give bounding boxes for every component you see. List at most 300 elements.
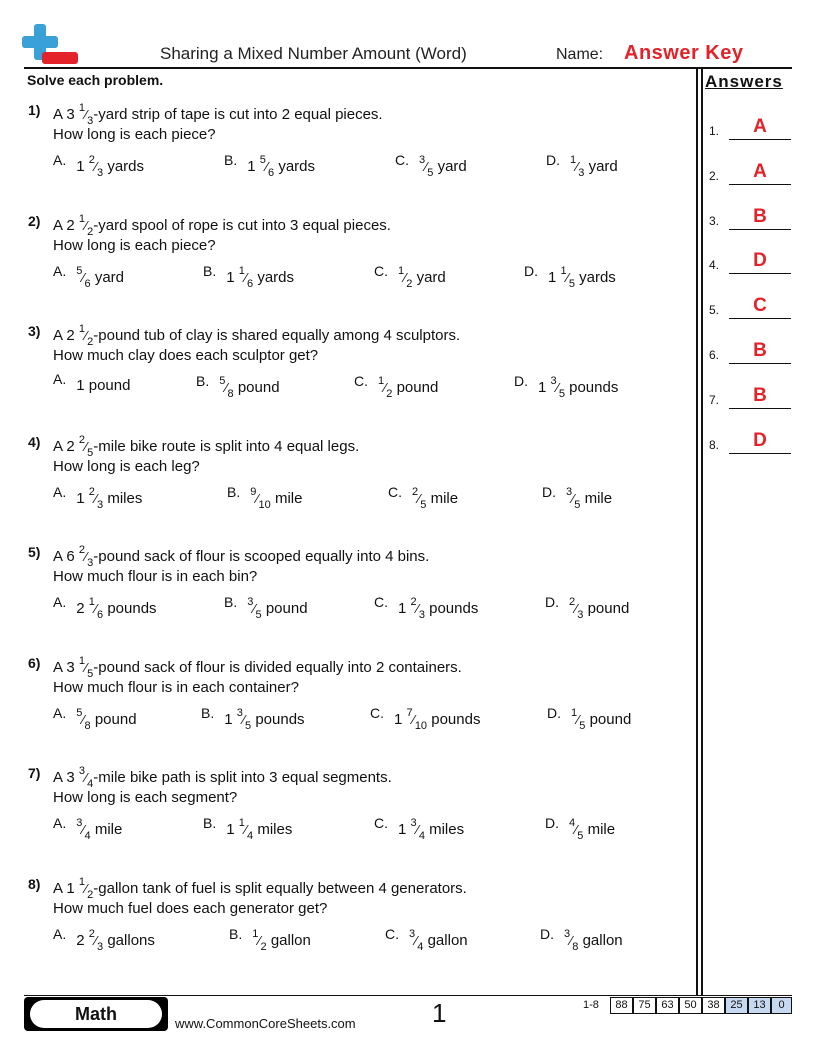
choice-unit: yard: [433, 158, 467, 175]
answer-row: [709, 381, 793, 409]
fraction-slash: ⁄: [576, 159, 579, 174]
answer-row: [709, 336, 793, 364]
fraction: [252, 927, 267, 953]
answer-choice[interactable]: [53, 594, 157, 621]
answer-line: [729, 408, 791, 409]
answer-number: 2.: [709, 168, 720, 183]
fraction-slash: ⁄: [416, 822, 419, 837]
choice-label: D.: [547, 704, 561, 721]
choice-label: D.: [540, 925, 554, 942]
fraction-slash: ⁄: [82, 269, 85, 285]
question-text: [53, 875, 467, 901]
choice-unit: gallon: [423, 931, 468, 949]
fraction-slash: ⁄: [566, 269, 569, 285]
question-prompt: How much fuel does each generator get?: [53, 899, 328, 917]
fraction-slash: ⁄: [84, 217, 88, 233]
answer-choice[interactable]: [229, 925, 311, 953]
choice-unit: pound: [585, 710, 632, 728]
answer-choice[interactable]: [546, 152, 618, 179]
choice-whole: 1: [398, 821, 411, 838]
fraction-slash: ⁄: [412, 711, 415, 727]
choice-label: D.: [546, 152, 560, 168]
fraction: [247, 596, 262, 621]
fraction-slash: ⁄: [84, 438, 88, 454]
denominator: 2: [260, 940, 267, 953]
choice-label: D.: [524, 262, 538, 279]
answer-choice[interactable]: [201, 704, 305, 732]
question-text: [53, 212, 391, 238]
numerator: 9: [250, 485, 257, 498]
answer-choice[interactable]: [53, 815, 123, 842]
problem-number: 5): [28, 544, 41, 560]
fraction-slash: ⁄: [84, 880, 88, 896]
fraction-slash: ⁄: [244, 822, 248, 837]
choice-label: D.: [545, 594, 559, 610]
denominator: 5: [255, 609, 262, 621]
answers-title: Answers: [705, 72, 783, 91]
numerator: 2: [88, 485, 95, 498]
answer-choice[interactable]: [203, 815, 293, 842]
denominator: 2: [87, 336, 94, 348]
fraction-slash: ⁄: [225, 380, 228, 395]
denominator: 5: [420, 498, 427, 511]
numerator: 1: [78, 875, 85, 888]
denominator: 10: [258, 498, 271, 511]
fraction: [78, 654, 94, 680]
fraction: [78, 765, 94, 790]
fraction: [398, 264, 413, 290]
fraction-slash: ⁄: [82, 822, 85, 837]
fraction: [569, 817, 584, 842]
plus-minus-logo-icon: [22, 22, 78, 70]
problem-number: 2): [28, 212, 41, 229]
question-text: [53, 104, 383, 126]
fraction-slash: ⁄: [94, 159, 98, 174]
answer-choice[interactable]: [53, 262, 125, 290]
choice-unit: yards: [574, 268, 616, 286]
answer-choice[interactable]: [227, 483, 303, 511]
denominator: 3: [578, 167, 585, 179]
choice-unit: yards: [103, 158, 145, 175]
question-text: [53, 767, 392, 789]
denominator: 5: [87, 667, 94, 680]
fraction: [419, 154, 434, 179]
fraction: [76, 817, 91, 842]
question-prefix: A 3: [53, 769, 79, 786]
answer-key-label: Answer Key: [624, 42, 744, 64]
fraction: [88, 485, 104, 511]
choice-whole: 2: [76, 931, 89, 949]
choice-unit: gallons: [103, 931, 155, 949]
numerator: 1: [378, 375, 385, 387]
choice-label: B.: [229, 925, 243, 942]
numerator: 5: [259, 154, 266, 166]
choice-unit: pound: [90, 710, 137, 728]
fraction: [78, 544, 94, 569]
answer-choice[interactable]: [524, 262, 616, 290]
problem-number: 3): [28, 323, 41, 339]
fraction-slash: ⁄: [575, 601, 578, 616]
problem-item: [24, 102, 684, 202]
answer-choice[interactable]: [545, 594, 630, 621]
choice-label: D.: [514, 373, 528, 389]
question-prompt: How long is each leg?: [53, 457, 200, 475]
answer-row: [709, 246, 793, 274]
choice-unit: gallon: [266, 931, 311, 949]
denominator: 5: [245, 719, 252, 732]
numerator: 3: [550, 375, 557, 387]
choice-label: C.: [395, 152, 409, 168]
fraction: [566, 485, 581, 511]
choice-label: A.: [53, 704, 67, 721]
score-cell: 75: [633, 997, 656, 1014]
fraction-slash: ⁄: [384, 380, 387, 395]
problem-number: 6): [28, 654, 41, 671]
denominator: 4: [247, 830, 254, 842]
question-suffix: -gallon tank of fuel is split equally between 4 generators.: [93, 879, 467, 897]
choice-label: B.: [196, 373, 210, 389]
answer-value: B: [753, 340, 767, 361]
fraction-slash: ⁄: [82, 711, 85, 727]
question-prefix: A 6: [53, 548, 79, 565]
numerator: 5: [76, 706, 83, 719]
denominator: 6: [84, 277, 91, 290]
problem-item: [24, 434, 684, 534]
numerator: 4: [569, 817, 576, 829]
problem-number: 1): [28, 102, 41, 118]
choice-whole: 1: [398, 600, 411, 617]
numerator: 1: [252, 927, 259, 940]
choice-label: A.: [53, 152, 67, 168]
fraction: [569, 596, 584, 621]
fraction-slash: ⁄: [242, 711, 246, 727]
answer-choice[interactable]: [354, 373, 439, 400]
numerator: 3: [409, 927, 416, 940]
numerator: 2: [78, 433, 85, 446]
question-suffix: -pound sack of flour is scooped equally into 4 bins.: [93, 548, 430, 565]
answer-choice[interactable]: [224, 152, 316, 179]
answer-line: [729, 139, 791, 140]
answer-number: 3.: [709, 213, 720, 228]
answer-choice[interactable]: [542, 483, 613, 511]
question-prompt: How much flour is in each container?: [53, 678, 299, 696]
choice-unit: pounds: [427, 710, 481, 728]
score-cell: 63: [656, 997, 679, 1014]
choice-unit: mile: [90, 821, 123, 838]
numerator: 2: [78, 544, 85, 556]
fraction: [78, 875, 94, 901]
question-text: [53, 325, 460, 347]
answer-choice[interactable]: [374, 594, 479, 621]
denominator: 3: [97, 498, 104, 511]
fraction-slash: ⁄: [425, 159, 428, 174]
answer-number: 5.: [709, 303, 720, 318]
denominator: 2: [406, 277, 413, 290]
choice-unit: pound: [583, 600, 630, 617]
choice-label: A.: [53, 483, 67, 500]
answer-number: 8.: [709, 437, 720, 452]
choice-unit: yard: [584, 158, 618, 175]
fraction: [410, 596, 425, 621]
answer-value: D: [753, 250, 767, 272]
question-suffix: -pound tub of clay is shared equally among 4 sculptors.: [93, 327, 461, 344]
answer-choice[interactable]: [53, 371, 131, 394]
fraction: [406, 706, 428, 732]
choice-whole: 1 pound: [76, 377, 131, 394]
question-suffix: -mile bike route is split into 4 equal legs.: [93, 437, 360, 455]
answer-choice[interactable]: [53, 704, 137, 732]
answer-row: [709, 202, 793, 230]
denominator: 5: [577, 830, 584, 842]
fraction: [219, 375, 234, 400]
page-number: 1: [432, 998, 447, 1028]
choice-whole: 1: [224, 710, 237, 728]
answer-choice[interactable]: [374, 262, 446, 290]
answer-choice[interactable]: [224, 594, 308, 621]
answer-choice[interactable]: [547, 704, 632, 732]
denominator: 2: [386, 388, 393, 400]
answer-choice[interactable]: [540, 925, 623, 953]
denominator: 4: [417, 940, 424, 953]
numerator: 3: [236, 706, 243, 719]
denominator: 5: [558, 388, 565, 400]
fraction-slash: ⁄: [84, 549, 88, 564]
fraction-slash: ⁄: [244, 269, 248, 285]
fraction: [88, 154, 104, 179]
answer-line: [729, 273, 791, 274]
numerator: 1: [571, 706, 578, 719]
fraction-slash: ⁄: [256, 490, 259, 506]
choice-label: D.: [545, 815, 559, 831]
answer-choice[interactable]: [385, 925, 468, 953]
choice-label: B.: [203, 815, 217, 831]
choice-unit: yards: [274, 158, 316, 175]
problem-number: 4): [28, 433, 41, 450]
denominator: 8: [572, 940, 579, 953]
choice-whole: 1: [247, 158, 260, 175]
problem-number: 7): [28, 765, 41, 781]
numerator: 3: [78, 765, 85, 777]
score-cell: 25: [725, 997, 748, 1014]
numerator: 3: [76, 817, 83, 829]
answer-choice[interactable]: [370, 704, 481, 732]
fraction: [88, 927, 104, 953]
answer-row: [709, 291, 793, 319]
choice-whole: 2: [76, 600, 89, 617]
fraction-slash: ⁄: [575, 822, 578, 837]
fraction: [78, 102, 94, 127]
choice-label: C.: [374, 815, 388, 831]
answer-choice[interactable]: [388, 483, 459, 511]
denominator: 2: [87, 225, 94, 238]
question-suffix: -mile bike path is split into 3 equal segments.: [93, 769, 392, 786]
question-prefix: A 2: [53, 327, 79, 344]
answer-value: D: [753, 429, 767, 451]
fraction: [250, 485, 271, 511]
choice-unit: mile: [580, 489, 613, 507]
answer-choice[interactable]: [203, 262, 295, 290]
fraction-slash: ⁄: [94, 932, 98, 948]
choice-unit: pounds: [424, 600, 479, 617]
numerator: 1: [560, 264, 567, 277]
denominator: 5: [574, 498, 581, 511]
answer-value: A: [753, 160, 767, 182]
choice-whole: 1: [226, 268, 239, 286]
choice-unit: yard: [90, 268, 125, 286]
score-cell: 13: [748, 997, 771, 1014]
fraction-slash: ⁄: [253, 601, 256, 616]
numerator: 3: [247, 596, 254, 608]
numerator: 5: [76, 264, 83, 277]
choice-label: A.: [53, 594, 67, 610]
fraction: [78, 212, 94, 238]
fraction-slash: ⁄: [84, 770, 88, 785]
fraction: [78, 323, 94, 348]
choice-whole: 1: [538, 379, 551, 396]
choice-label: B.: [224, 594, 238, 610]
denominator: 6: [268, 167, 275, 179]
answer-choice[interactable]: [374, 815, 465, 842]
fraction-slash: ⁄: [570, 932, 573, 948]
fraction-slash: ⁄: [416, 601, 419, 616]
numerator: 7: [406, 706, 413, 719]
fraction: [409, 927, 424, 953]
choice-unit: pounds: [251, 710, 305, 728]
choice-unit: mile: [270, 489, 303, 507]
fraction: [410, 817, 425, 842]
problem-item: [24, 323, 684, 423]
question-suffix: -yard strip of tape is cut into 2 equal pieces.: [93, 106, 383, 123]
denominator: 5: [579, 719, 586, 732]
answer-line: [729, 229, 791, 230]
question-text: [53, 433, 360, 459]
fraction-slash: ⁄: [94, 601, 98, 616]
answer-choice[interactable]: [395, 152, 467, 179]
subject-label: Math: [30, 1000, 162, 1028]
choice-unit: pounds: [103, 600, 157, 617]
denominator: 3: [97, 940, 104, 953]
question-text: [53, 654, 462, 680]
answer-row: [709, 157, 793, 185]
choice-label: C.: [370, 704, 384, 721]
choice-label: C.: [374, 594, 388, 610]
footer-rule: [24, 995, 792, 996]
problem-item: [24, 655, 684, 755]
choice-whole: 1: [76, 489, 89, 507]
answer-choice[interactable]: [514, 373, 619, 400]
fraction: [550, 375, 565, 400]
name-label: Name:: [556, 46, 604, 63]
numerator: 1: [570, 154, 577, 166]
answer-line: [729, 318, 791, 319]
question-suffix: -yard spool of rope is cut into 3 equal pieces.: [93, 216, 391, 234]
problem-number: 8): [28, 875, 41, 892]
answer-choice[interactable]: [196, 373, 280, 400]
choice-whole: 1: [76, 158, 89, 175]
answer-value: B: [753, 205, 767, 227]
denominator: 2: [87, 888, 94, 901]
denominator: 5: [568, 277, 575, 290]
instructions: Solve each problem.: [27, 72, 164, 88]
fraction-slash: ⁄: [258, 932, 261, 948]
question-prefix: A 1: [53, 879, 79, 897]
choice-unit: mile: [426, 489, 459, 507]
score-cell: 38: [702, 997, 725, 1014]
choice-label: A.: [53, 262, 67, 279]
denominator: 5: [427, 167, 434, 179]
choice-unit: pound: [261, 600, 308, 617]
numerator: 3: [566, 485, 573, 498]
numerator: 5: [219, 375, 226, 387]
fraction-slash: ⁄: [265, 159, 269, 174]
question-prefix: A 2: [53, 437, 79, 455]
answer-line: [729, 453, 791, 454]
answer-choice[interactable]: [53, 925, 155, 953]
fraction-slash: ⁄: [415, 932, 418, 948]
numerator: 2: [569, 596, 576, 608]
question-prefix: A 3: [53, 658, 79, 676]
fraction-slash: ⁄: [577, 711, 580, 727]
fraction: [78, 433, 94, 459]
fraction: [238, 264, 254, 290]
numerator: 2: [410, 596, 417, 608]
choice-label: C.: [388, 483, 402, 500]
choice-label: A.: [53, 371, 67, 387]
answer-line: [729, 184, 791, 185]
score-cell: 50: [679, 997, 702, 1014]
answer-number: 1.: [709, 124, 720, 138]
choice-whole: 1: [548, 268, 561, 286]
denominator: 4: [84, 830, 91, 842]
answer-choice[interactable]: [53, 483, 143, 511]
question-prompt: How much clay does each sculptor get?: [53, 347, 319, 364]
fraction-slash: ⁄: [84, 659, 88, 675]
problem-item: [24, 213, 684, 313]
choice-label: B.: [203, 262, 217, 279]
fraction: [236, 706, 252, 732]
numerator: 1: [238, 264, 245, 277]
denominator: 3: [418, 609, 425, 621]
answer-choice[interactable]: [53, 152, 145, 179]
choice-label: C.: [374, 262, 388, 279]
numerator: 1: [88, 596, 95, 608]
choice-label: C.: [354, 373, 368, 389]
choice-label: B.: [201, 704, 215, 721]
choice-label: D.: [542, 483, 556, 500]
choice-unit: pounds: [564, 379, 619, 396]
choice-unit: miles: [424, 821, 465, 838]
numerator: 2: [88, 927, 95, 940]
numerator: 3: [564, 927, 571, 940]
numerator: 1: [78, 102, 85, 114]
fraction: [76, 264, 91, 290]
answer-number: 4.: [709, 258, 720, 273]
numerator: 3: [410, 817, 417, 829]
choice-unit: gallon: [578, 931, 623, 949]
website-link[interactable]: www.CommonCoreSheets.com: [175, 1016, 356, 1031]
fraction: [238, 817, 254, 842]
numerator: 1: [78, 654, 85, 667]
answer-value: B: [753, 384, 767, 406]
choice-whole: 1: [394, 710, 407, 728]
problem-item: [24, 765, 684, 865]
subject-badge: [24, 997, 168, 1031]
numerator: 1: [398, 264, 405, 277]
answer-choice[interactable]: [545, 815, 616, 842]
question-prompt: How long is each piece?: [53, 126, 216, 143]
choice-unit: miles: [103, 489, 143, 507]
denominator: 8: [84, 719, 91, 732]
